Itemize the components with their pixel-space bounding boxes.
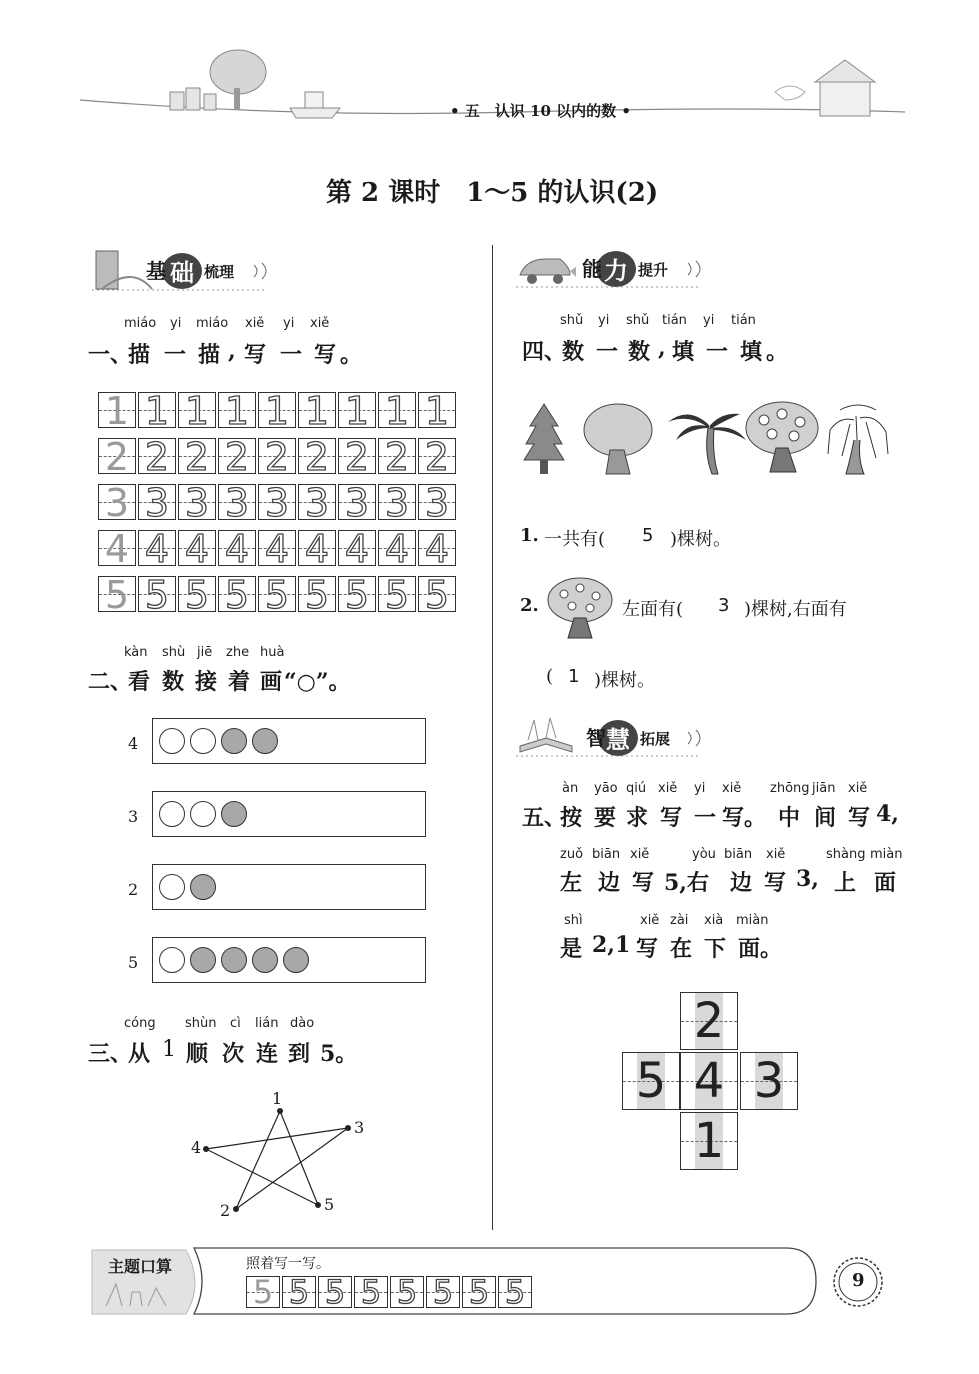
footer-tracing-cell[interactable] (426, 1273, 460, 1311)
tree-row (520, 400, 900, 480)
tracing-cell[interactable] (178, 527, 216, 571)
tracing-digit: 5 (304, 573, 330, 617)
footer-tracing-digit: 5 (288, 1273, 310, 1311)
given-circle (159, 801, 185, 827)
fruit-tree-icon (746, 402, 818, 472)
tracing-digit: 4 (264, 527, 290, 571)
star-point-1 (277, 1108, 283, 1114)
tracing-cell[interactable] (178, 573, 216, 617)
tracing-cell[interactable] (98, 389, 136, 433)
tracing-digit: 2 (144, 435, 170, 479)
page-number-badge (828, 1252, 888, 1312)
tracing-cell[interactable] (138, 389, 176, 433)
badge-char: 拓展 (640, 730, 671, 748)
tracing-digit: 5 (104, 573, 130, 617)
tracing-cell[interactable] (298, 389, 336, 433)
tracing-digit: 4 (224, 527, 250, 571)
fruit-tree-small-icon (542, 576, 622, 640)
footer-instruction: 照着写一写。 (246, 1256, 330, 1272)
tracing-digit: 3 (384, 481, 410, 525)
badge-char: 梳理 (204, 263, 235, 281)
circle-box[interactable] (152, 791, 426, 837)
tracing-cell[interactable] (418, 435, 456, 479)
footer-tracing-cell[interactable] (462, 1273, 496, 1311)
chapter-title: • 五 认识 10 以内的数 • (450, 102, 631, 120)
tracing-cell[interactable] (378, 573, 416, 617)
badge-char-circle: 础 (170, 259, 194, 287)
wisdom-badge (516, 712, 716, 762)
cross-cell-bottom[interactable] (680, 1112, 738, 1170)
tracing-cell[interactable] (218, 435, 256, 479)
q2-answer-right: 1 (568, 666, 580, 687)
tracing-cell[interactable] (178, 435, 216, 479)
tracing-digit: 3 (144, 481, 170, 525)
tracing-cell[interactable] (258, 573, 296, 617)
drawn-circle (283, 947, 309, 973)
drawn-circle (190, 947, 216, 973)
given-circle (159, 947, 185, 973)
footer-tracing-digit: 5 (396, 1273, 418, 1311)
star-label-5: 5 (324, 1195, 335, 1214)
circle-box[interactable] (152, 864, 426, 910)
tracing-digit: 2 (344, 435, 370, 479)
tracing-cell[interactable] (258, 435, 296, 479)
cross-digit: 3 (753, 1053, 785, 1109)
footer-tracing-cell[interactable] (354, 1273, 388, 1311)
tracing-digit: 3 (424, 481, 450, 525)
tracing-digit: 5 (424, 573, 450, 617)
tracing-cell[interactable] (258, 527, 296, 571)
given-circle (159, 728, 185, 754)
tracing-digit: 4 (304, 527, 330, 571)
tracing-cell[interactable] (298, 481, 336, 525)
tracing-cell[interactable] (338, 389, 376, 433)
basics-badge (92, 245, 282, 295)
count-label: 2 (128, 880, 139, 899)
tracing-digit: 1 (424, 389, 450, 433)
tracing-cell[interactable] (258, 481, 296, 525)
tracing-cell[interactable] (338, 481, 376, 525)
tracing-cell[interactable] (258, 389, 296, 433)
column-divider (492, 245, 493, 1230)
footer-tracing-digit: 5 (252, 1273, 274, 1311)
tracing-grid (98, 389, 460, 617)
cross-cell-right[interactable] (740, 1052, 798, 1110)
badge-char: 基 (146, 259, 166, 283)
tracing-cell[interactable] (298, 527, 336, 571)
tracing-cell[interactable] (178, 481, 216, 525)
badge-char-circle: 慧 (606, 726, 630, 754)
tracing-digit: 5 (264, 573, 290, 617)
given-circle (190, 728, 216, 754)
footer-tracing-digit: 5 (504, 1273, 526, 1311)
star-label-2: 2 (220, 1201, 231, 1220)
footer-tracing-grid (246, 1273, 536, 1311)
cross-digit: 1 (693, 1113, 725, 1169)
tracing-digit: 4 (104, 527, 130, 571)
tracing-cell[interactable] (378, 527, 416, 571)
drawn-circle (252, 947, 278, 973)
footer-tracing-cell[interactable] (390, 1273, 424, 1311)
tracing-digit: 2 (304, 435, 330, 479)
circle-box[interactable] (152, 937, 426, 983)
tracing-digit: 1 (344, 389, 370, 433)
tracing-digit: 5 (344, 573, 370, 617)
drawn-circle (190, 874, 216, 900)
tracing-digit: 2 (384, 435, 410, 479)
tracing-cell[interactable] (418, 389, 456, 433)
tracing-cell[interactable] (218, 389, 256, 433)
tracing-digit: 1 (384, 389, 410, 433)
footer-tracing-cell[interactable] (246, 1273, 280, 1311)
tracing-digit: 5 (384, 573, 410, 617)
tracing-cell[interactable] (378, 389, 416, 433)
tracing-cell[interactable] (98, 435, 136, 479)
tracing-digit: 3 (184, 481, 210, 525)
q1-answer: 5 (642, 525, 654, 546)
cross-cell-left[interactable] (622, 1052, 680, 1110)
tracing-digit: 2 (224, 435, 250, 479)
count-label: 5 (128, 953, 139, 972)
tracing-cell[interactable] (218, 573, 256, 617)
tracing-cell[interactable] (338, 435, 376, 479)
drawn-circle (221, 728, 247, 754)
tracing-digit: 4 (384, 527, 410, 571)
tracing-cell[interactable] (98, 527, 136, 571)
star-diagram (180, 1085, 380, 1225)
tracing-cell[interactable] (378, 481, 416, 525)
tracing-digit: 3 (224, 481, 250, 525)
cross-cell-top[interactable] (680, 992, 738, 1050)
tracing-digit: 1 (184, 389, 210, 433)
star-point-2 (233, 1206, 239, 1212)
star-label-4: 4 (191, 1138, 202, 1157)
tracing-cell[interactable] (338, 527, 376, 571)
badge-char: 能 (582, 257, 602, 281)
circle-boxes (120, 718, 440, 1018)
tracing-digit: 4 (424, 527, 450, 571)
tracing-cell[interactable] (298, 435, 336, 479)
tracing-cell[interactable] (298, 573, 336, 617)
tracing-digit: 3 (304, 481, 330, 525)
tracing-digit: 5 (184, 573, 210, 617)
drawn-circle (252, 728, 278, 754)
palm-tree-icon (668, 414, 746, 474)
tracing-digit: 2 (104, 435, 130, 479)
tracing-digit: 3 (104, 481, 130, 525)
tracing-digit: 1 (104, 389, 130, 433)
page-number: 9 (852, 1270, 865, 1291)
tracing-digit: 5 (224, 573, 250, 617)
footer-tracing-digit: 5 (432, 1273, 454, 1311)
footer-tracing-cell[interactable] (498, 1273, 532, 1311)
tracing-cell[interactable] (138, 527, 176, 571)
badge-char: 智 (586, 726, 606, 750)
cross-digit: 2 (693, 993, 725, 1049)
lesson-title: 第 2 课时 1～5 的认识(2) (326, 178, 659, 208)
given-circle (190, 801, 216, 827)
footer-tracing-cell[interactable] (282, 1273, 316, 1311)
tracing-digit: 2 (424, 435, 450, 479)
footer-tracing-digit: 5 (468, 1273, 490, 1311)
given-circle (159, 874, 185, 900)
footer-band (86, 1244, 822, 1318)
tracing-digit: 4 (144, 527, 170, 571)
tracing-digit: 4 (344, 527, 370, 571)
tracing-digit: 3 (344, 481, 370, 525)
circle-box[interactable] (152, 718, 426, 764)
cross-cell-center[interactable] (680, 1052, 738, 1110)
count-label: 3 (128, 807, 139, 826)
tracing-cell[interactable] (138, 481, 176, 525)
q2-answer-left: 3 (718, 595, 730, 616)
tracing-cell[interactable] (138, 435, 176, 479)
star-label-1: 1 (272, 1089, 283, 1108)
ability-badge (516, 245, 716, 295)
footer-tracing-digit: 5 (360, 1273, 382, 1311)
tracing-cell[interactable] (378, 435, 416, 479)
cross-grid (622, 992, 798, 1170)
tracing-cell[interactable] (418, 573, 456, 617)
tracing-digit: 3 (264, 481, 290, 525)
round-tree-icon (584, 404, 652, 474)
star-label-3: 3 (354, 1118, 365, 1137)
tracing-cell[interactable] (138, 573, 176, 617)
badge-char-circle: 力 (604, 257, 628, 285)
tracing-cell[interactable] (418, 481, 456, 525)
tracing-cell[interactable] (178, 389, 216, 433)
star-point-5 (315, 1202, 321, 1208)
tracing-cell[interactable] (98, 573, 136, 617)
tracing-digit: 1 (304, 389, 330, 433)
tracing-digit: 4 (184, 527, 210, 571)
tracing-digit: 5 (144, 573, 170, 617)
tracing-cell[interactable] (218, 481, 256, 525)
tracing-cell[interactable] (98, 481, 136, 525)
tracing-digit: 2 (264, 435, 290, 479)
footer-tracing-digit: 5 (324, 1273, 346, 1311)
tracing-cell[interactable] (218, 527, 256, 571)
star-point-3 (345, 1125, 351, 1131)
tracing-cell[interactable] (418, 527, 456, 571)
tracing-digit: 1 (144, 389, 170, 433)
pine-tree-icon (524, 404, 564, 474)
tracing-digit: 1 (264, 389, 290, 433)
star-point-4 (203, 1146, 209, 1152)
drawn-circle (221, 947, 247, 973)
count-label: 4 (128, 734, 139, 753)
tracing-cell[interactable] (338, 573, 376, 617)
tracing-digit: 1 (224, 389, 250, 433)
drawn-circle (221, 801, 247, 827)
tracing-digit: 2 (184, 435, 210, 479)
footer-tracing-cell[interactable] (318, 1273, 352, 1311)
willow-tree-icon (828, 405, 888, 474)
footer-section-title: 主题口算 (108, 1257, 173, 1276)
cross-digit: 5 (635, 1053, 667, 1109)
badge-char: 提升 (638, 261, 669, 279)
cross-digit: 4 (693, 1053, 725, 1109)
